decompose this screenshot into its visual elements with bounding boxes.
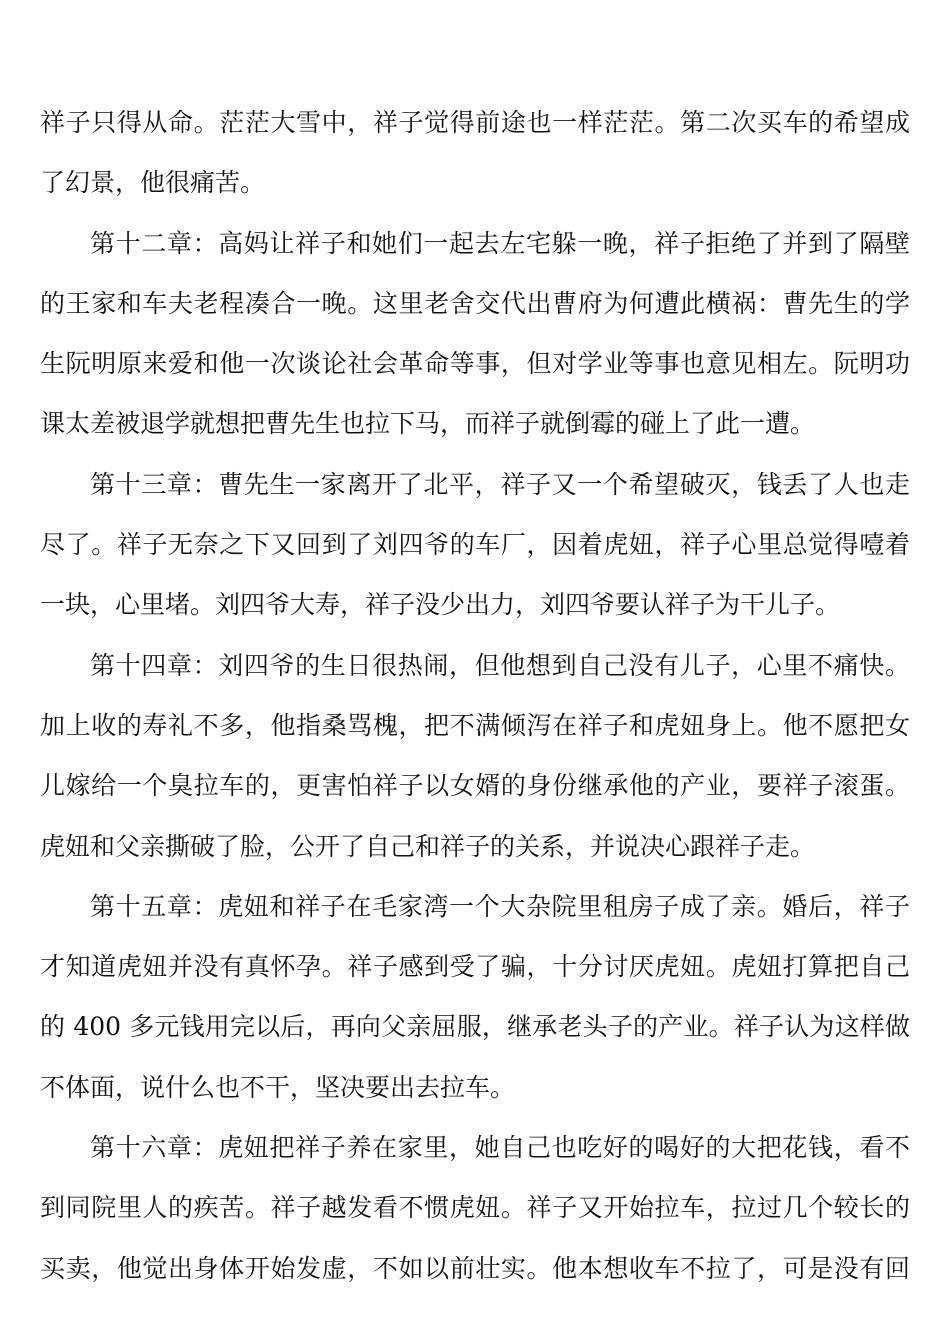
paragraph: [40, 214, 910, 455]
text-line: 祥子只得从命。茫茫大雪中，祥子觉得前途也一样茫茫。第二次买车的希望成: [40, 108, 910, 137]
text-line: 的王家和车夫老程凑合一晚。这里老舍交代出曹府为何遭此横祸：曹先生的学: [40, 288, 910, 318]
text-line: 尽了。祥子无奈之下又回到了刘四爷的车厂，因着虎妞，祥子心里总觉得噎着: [40, 530, 910, 560]
text-line: 生阮明原来爱和他一次谈论社会革命等事，但对学业等事也意见相左。阮明功: [40, 349, 910, 379]
text-line: 买卖，他觉出身体开始发虚，不如以前壮实。他本想收车不拉了，可是没有回: [40, 1253, 910, 1283]
paragraph: [40, 93, 910, 214]
text-line: 第十二章：高妈让祥子和她们一起去左宅躲一晚，祥子拒绝了并到了隔壁: [90, 228, 910, 258]
document-body: [40, 93, 910, 1299]
text-line: 一块，心里堵。刘四爷大寿，祥子没少出力，刘四爷要认祥子为干儿子。: [40, 590, 841, 620]
text-line: 虎妞和父亲撕破了脸，公开了自己和祥子的关系，并说决心跟祥子走。: [40, 831, 816, 861]
text-line: 加上收的寿礼不多，他指桑骂槐，把不满倾泻在祥子和虎妞身上。他不愿把女: [40, 710, 910, 740]
text-line: 不体面，说什么也不干，坚决要出去拉车。: [40, 1072, 516, 1102]
text-line: 儿嫁给一个臭拉车的，更害怕祥子以女婿的身份继承他的产业，要祥子滚蛋。: [40, 771, 910, 801]
text-line: 第十六章：虎妞把祥子养在家里，她自己也吃好的喝好的大把花钱，看不: [90, 1133, 910, 1163]
paragraph: [40, 636, 910, 877]
paragraph: [40, 1118, 910, 1299]
text-line: 第十五章：虎妞和祥子在毛家湾一个大杂院里租房子成了亲。婚后，祥子: [90, 891, 910, 921]
text-line: 才知道虎妞并没有真怀孕。祥子感到受了骗，十分讨厌虎妞。虎妞打算把自己: [40, 952, 910, 982]
text-line: 第十四章：刘四爷的生日很热闹，但他想到自己没有儿子，心里不痛快。: [90, 650, 910, 680]
text-line: 了幻景，他很痛苦。: [40, 168, 266, 198]
paragraph: [40, 455, 910, 636]
text-line: 到同院里人的疾苦。祥子越发看不惯虎妞。祥子又开始拉车，拉过几个较长的: [40, 1193, 910, 1223]
text-line: 的 400 多元钱用完以后，再向父亲屈服，继承老头子的产业。祥子认为这样做: [40, 1012, 910, 1042]
paragraph: [40, 877, 910, 1118]
text-line: 第十三章：曹先生一家离开了北平，祥子又一个希望破灭，钱丢了人也走: [90, 469, 910, 499]
text-line: 课太差被退学就想把曹先生也拉下马，而祥子就倒霉的碰上了此一遭。: [40, 409, 816, 439]
